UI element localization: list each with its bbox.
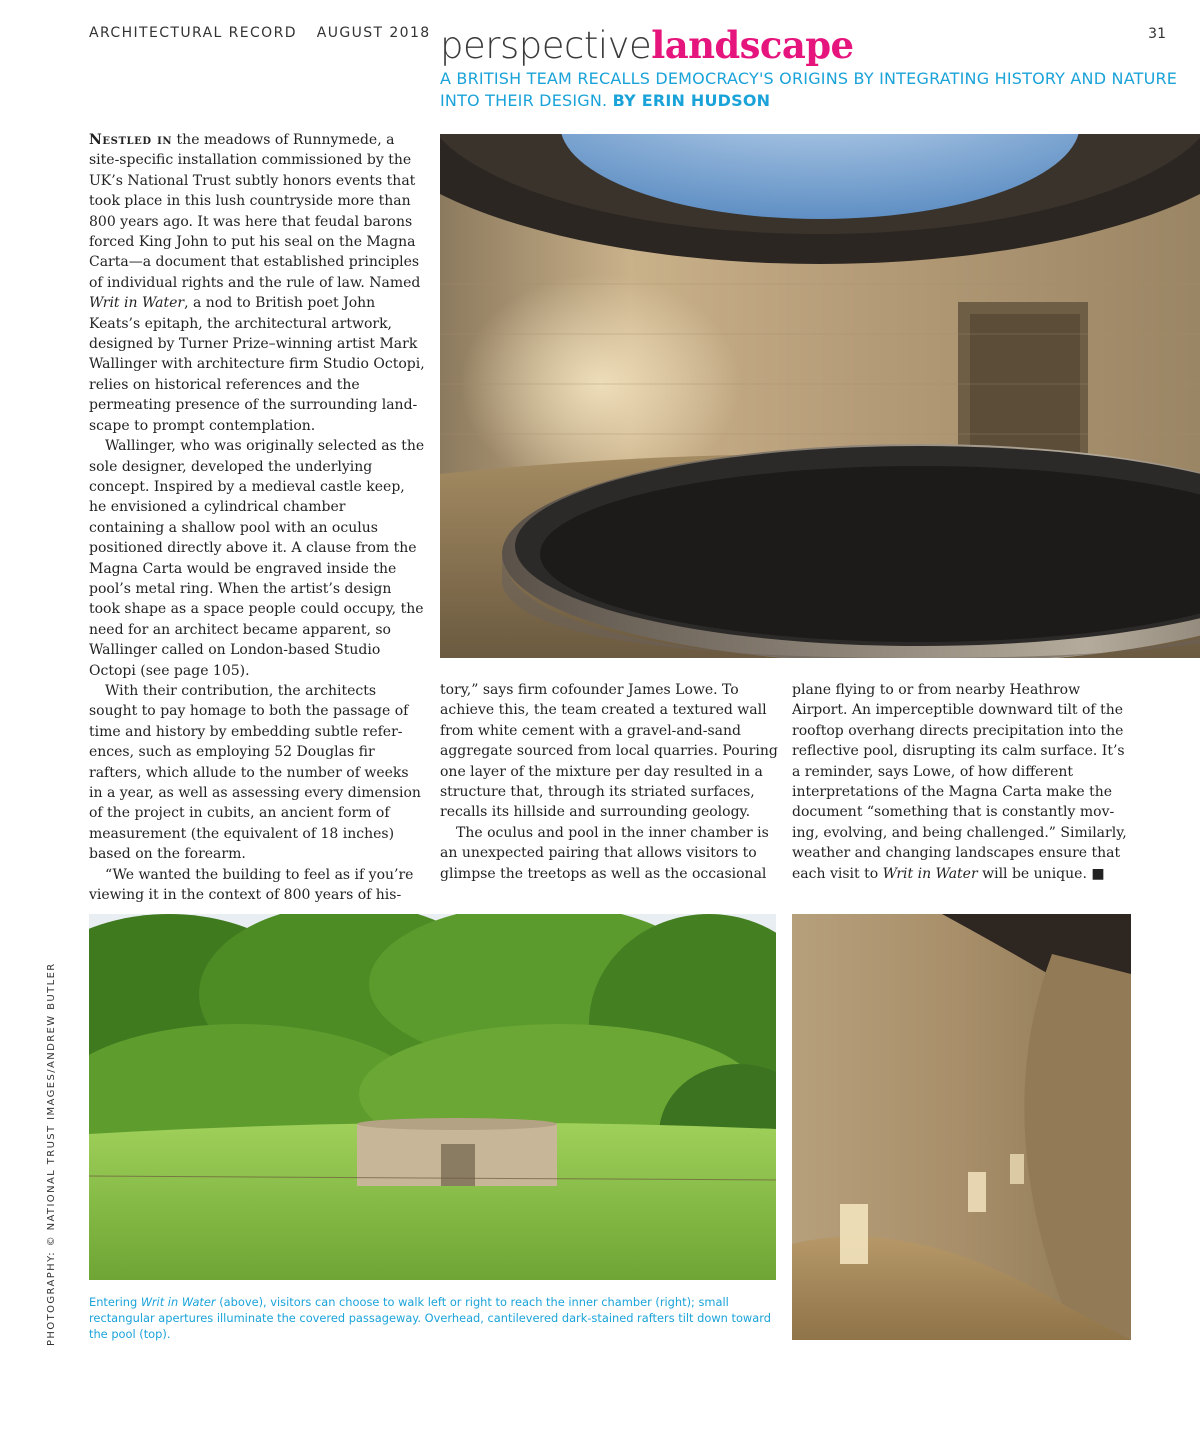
paragraph-1-text-a: the meadows of Runnymede, a site-specific installation commissioned by the UK’s National Trust subtly honors events that took place in this lush countryside more than 800 years ago. It was here that feudal barons forced King John to put his seal on the Magna Carta—a document that established principles of individual rights and the rule of law. Named xyxy=(89,132,421,291)
paragraph-5-text-b: will be unique. xyxy=(977,865,1087,882)
article-deck xyxy=(440,68,1180,112)
photo-caption xyxy=(89,1294,779,1342)
section-name: landscape xyxy=(651,23,854,67)
project-title: Writ in Water xyxy=(89,295,185,312)
article-column-3 xyxy=(792,680,1130,884)
paragraph-4-start: “We wanted the building to feel as if you’re viewing it in the context of 800 years of his- xyxy=(89,866,414,904)
paragraph-2: Wallinger, who was originally selected as the sole designer, developed the underlying concept. Inspired by a medieval castle keep, he envisioned a cylindrical chamber containing a shallow pool with an oculus positioned directly above it. A clause from the Magna Carta would be engraved inside the pool’s metal ring. When the artist’s design took shape as a space people could occupy, the need for an architect became apparent, so Wallinger called on London-based Studio Octopi (see page 105). xyxy=(89,438,425,679)
photo-passageway xyxy=(792,914,1131,1340)
caption-project-title: Writ in Water xyxy=(140,1295,216,1309)
article-column-1 xyxy=(89,130,425,905)
byline: BY ERIN HUDSON xyxy=(612,91,771,110)
paragraph-1-text-b: , a nod to British poet John Keats’s epitaph, the architectural artwork, designed by Turner Prize–winning artist Mark Wallinger with architecture firm Studio Octopi, relies on historical references and the permeating presence of the surrounding land-scape to prompt contemplation. xyxy=(89,295,425,434)
publication-name: ARCHITECTURAL RECORD xyxy=(89,25,297,41)
running-head xyxy=(89,25,431,41)
paragraph-3: With their contribution, the architects sought to pay homage to both the passage of time and history by embedding subtle refer-ences, such as employing 52 Douglas fir rafters, which allude to the number of weeks in a year, as well as assessing every dimension of the project in cubits, an ancient form of measurement (the equivalent of 18 inches) based on the forearm. xyxy=(89,682,421,863)
paragraph-4-continued: tory,” says firm cofounder James Lowe. To achieve this, the team created a textured wall from white cement with a gravel-and-sand aggregate sourced from local quarries. Pouring one layer of the mixture per day resulted in a structure that, through its striated surfaces, recalls its hillside and surrounding geology. xyxy=(440,682,778,821)
caption-text-b: (above), visitors can choose to walk left or right to reach the inner chamber (right); small rectangular apertures illuminate the covered passageway. Overhead, cantilevered dark-stained rafters tilt down toward the pool (top). xyxy=(89,1295,771,1341)
photo-inner-chamber xyxy=(440,134,1200,658)
paragraph-5-continued xyxy=(792,680,1130,884)
issue-date: AUGUST 2018 xyxy=(316,25,431,41)
section-prefix: perspective xyxy=(440,24,652,67)
deck-text: A BRITISH TEAM RECALLS DEMOCRACY'S ORIGINS BY INTEGRATING HISTORY AND NATURE INTO THEIR DESIGN. xyxy=(440,69,1178,110)
photo-exterior-meadow xyxy=(89,914,776,1280)
section-title xyxy=(440,22,853,69)
end-mark: ■ xyxy=(1086,865,1105,882)
paragraph-5-text-a: plane flying to or from nearby Heathrow Airport. An imperceptible downward tilt of the rooftop overhang directs precipitation into the reflective pool, disrupting its calm surface. It’s a reminder, says Lowe, of how different interpretations of the Magna Carta make the document “something that is constantly mov-ing, evolving, and being challenged.” Similarly, weather and changing landscapes ensure that each visit to xyxy=(792,682,1127,882)
project-title-2: Writ in Water xyxy=(882,865,978,882)
photo-credit: PHOTOGRAPHY: © NATIONAL TRUST IMAGES/ANDREW BUTLER xyxy=(46,962,57,1346)
caption-text-a: Entering xyxy=(89,1295,141,1309)
page-number: 31 xyxy=(1148,26,1166,42)
lead-in: Nestled in xyxy=(89,132,173,148)
article-column-2 xyxy=(440,680,778,884)
paragraph-5-start: The oculus and pool in the inner chamber is an unexpected pairing that allows visitors to glimpse the treetops as well as the occasional xyxy=(440,824,769,882)
paragraph-1 xyxy=(89,130,425,436)
